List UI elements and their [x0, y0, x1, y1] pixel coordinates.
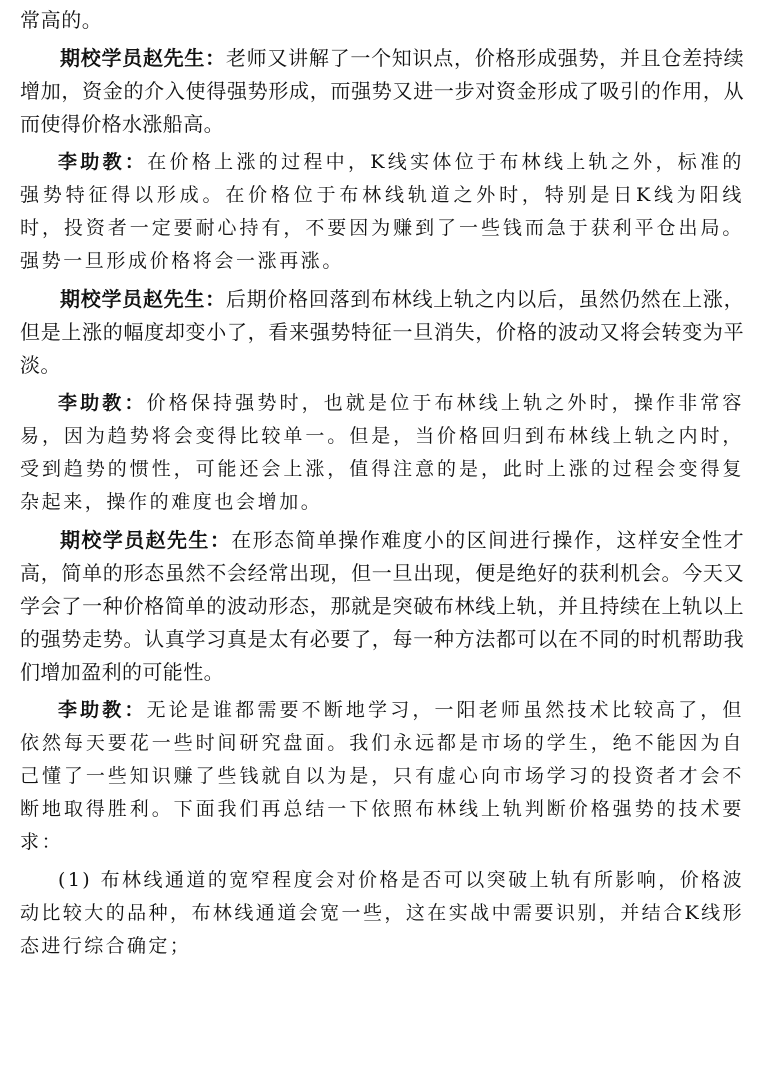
- paragraph-text: 在形态简单操作难度小的区间进行操作，这样安全性才高，简单的形态虽然不会经常出现，但一旦出现，便是绝好的获利机会。今天又学会了一种价格简单的波动形态，那就是突破布林线上轨，并且持续在上轨以上的强势走势。认真学习真是太有必要了，每一种方法都可以在不同的时机帮助我们增加盈利的可能性。: [20, 528, 744, 684]
- speaker-label: 期校学员赵先生：: [60, 46, 226, 70]
- paragraph-text: 常高的。: [20, 8, 103, 32]
- paragraph-student-1: [20, 42, 744, 141]
- paragraph-text: 老师又讲解了一个知识点，价格形成强势，并且仓差持续增加，资金的介入使得强势形成，而强势又进一步对资金形成了吸引的作用，从而使得价格水涨船高。: [20, 46, 745, 136]
- paragraph-text: 后期价格回落到布林线上轨之内以后，虽然仍然在上涨，但是上涨的幅度却变小了，看来强势特征一旦消失，价格的波动又将会转变为平淡。: [20, 287, 745, 377]
- paragraph-assistant-2: [20, 387, 744, 519]
- paragraph-list-item-1: [20, 864, 744, 963]
- speaker-label: 期校学员赵先生：: [60, 528, 232, 552]
- speaker-label: 李助教：: [58, 699, 147, 721]
- paragraph-continuation: [20, 4, 744, 37]
- speaker-label: 李助教：: [58, 151, 148, 173]
- paragraph-student-2: [20, 283, 744, 382]
- paragraph-text: 价格保持强势时，也就是位于布林线上轨之外时，操作非常容易，因为趋势将会变得比较单一。但是，当价格回归到布林线上轨之内时，受到趋势的惯性，可能还会上涨，值得注意的是，此时上涨的过程会变得复杂起来，操作的难度也会增加。: [20, 392, 745, 513]
- speaker-label: 期校学员赵先生：: [60, 287, 226, 311]
- paragraph-text: (1) 布林线通道的宽窄程度会对价格是否可以突破上轨有所影响，价格波动比较大的品种，布林线通道会宽一些，这在实战中需要识别，并结合K线形态进行综合确定；: [20, 869, 744, 957]
- paragraph-text: 无论是谁都需要不断地学习，一阳老师虽然技术比较高了，但依然每天要花一些时间研究盘面。我们永远都是市场的学生，绝不能因为自己懂了一些知识赚了些钱就自以为是，只有虚心向市场学习的投资者才会不断地取得胜利。下面我们再总结一下依照布林线上轨判断价格强势的技术要求：: [20, 699, 745, 853]
- speaker-label: 李助教：: [58, 392, 147, 414]
- paragraph-text: 在价格上涨的过程中，K线实体位于布林线上轨之外，标准的强势特征得以形成。在价格位于布林线轨道之外时，特别是日K线为阳线时，投资者一定要耐心持有，不要因为赚到了一些钱而急于获利平仓出局。强势一旦形成价格将会一涨再涨。: [20, 151, 744, 272]
- paragraph-assistant-3: [20, 694, 744, 859]
- paragraph-assistant-1: [20, 146, 744, 278]
- paragraph-student-3: [20, 524, 744, 689]
